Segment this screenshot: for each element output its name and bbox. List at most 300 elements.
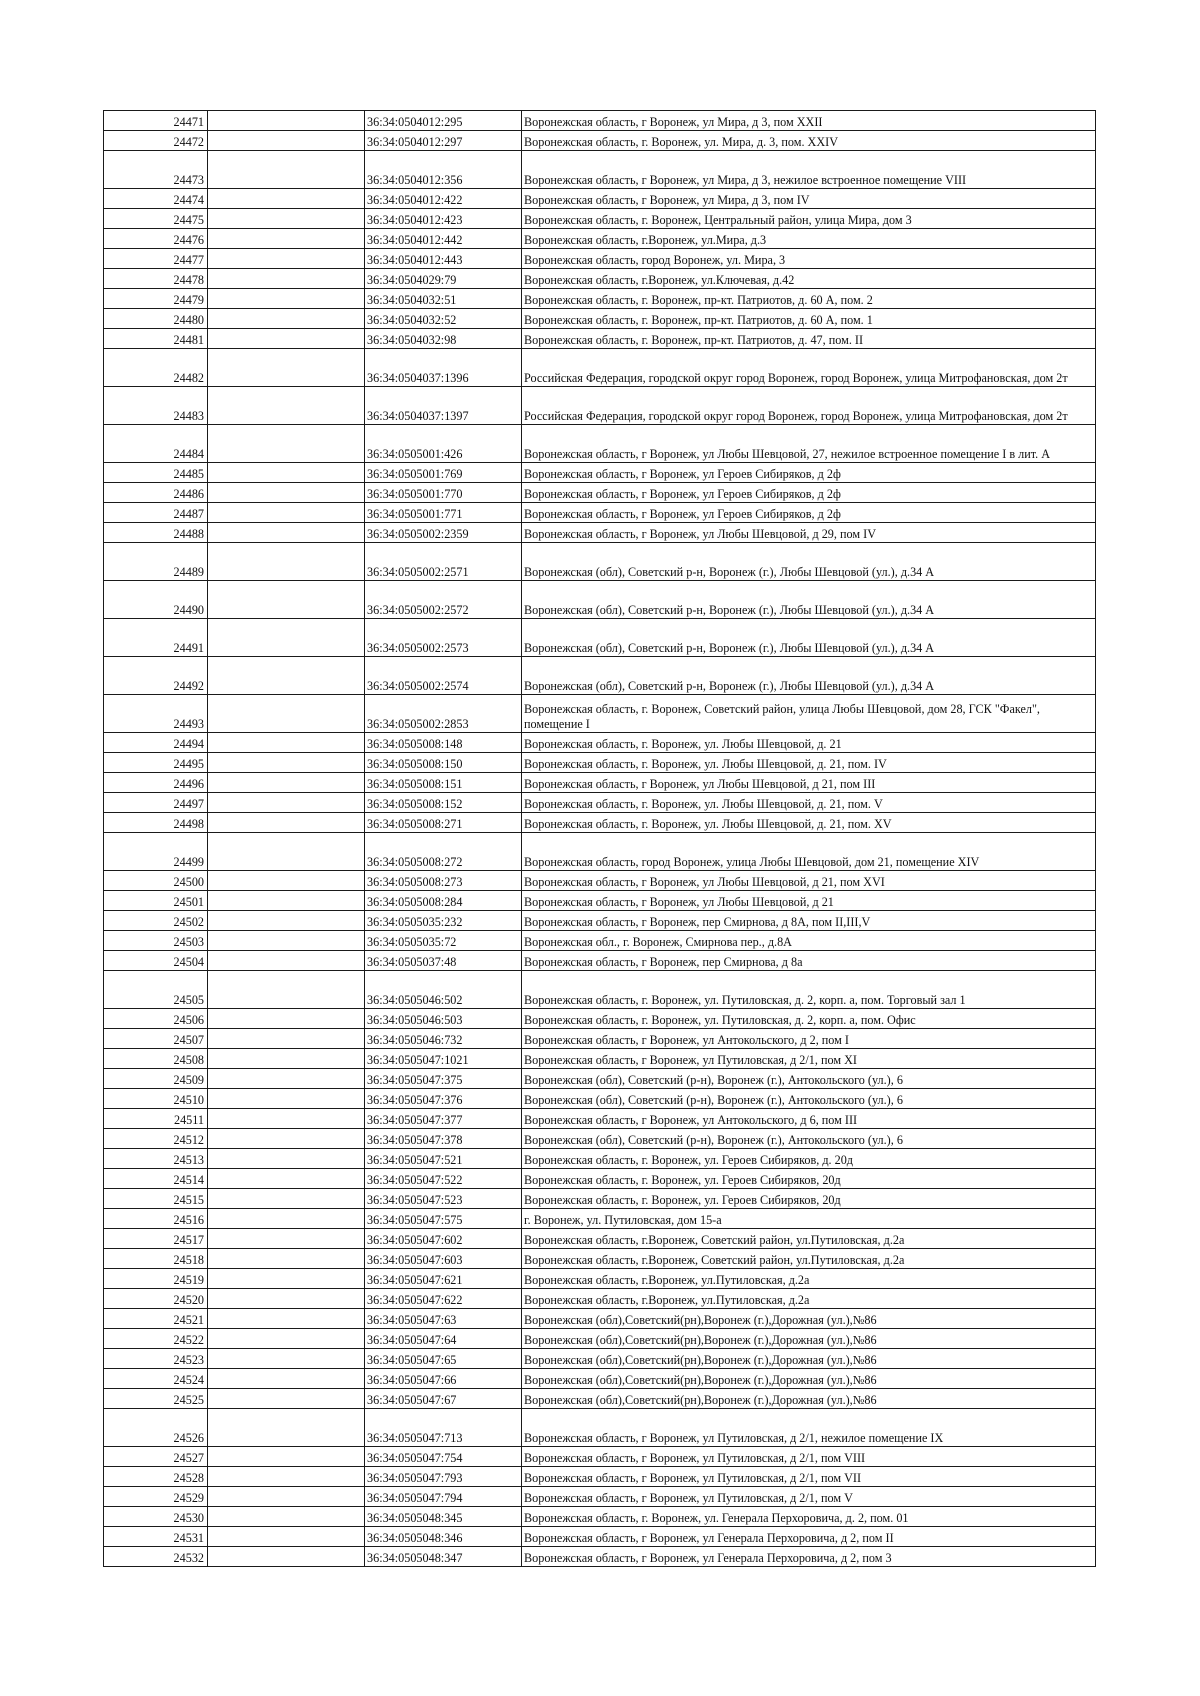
row-number-cell: 24505 xyxy=(104,971,208,1009)
address-cell: Воронежская область, г Воронеж, ул Мира, д 3, пом IV xyxy=(522,189,1096,209)
address-cell: Воронежская область, г Воронеж, ул Любы Шевцовой, д 29, пом IV xyxy=(522,523,1096,543)
empty-cell xyxy=(208,1049,365,1069)
cadastral-number-cell: 36:34:0505008:152 xyxy=(365,793,522,813)
table-row xyxy=(104,209,1096,229)
empty-cell xyxy=(208,289,365,309)
table-row xyxy=(104,1029,1096,1049)
row-number-cell: 24497 xyxy=(104,793,208,813)
row-number-cell: 24504 xyxy=(104,951,208,971)
cadastral-number-cell: 36:34:0505008:284 xyxy=(365,891,522,911)
address-cell: Воронежская область, г Воронеж, ул Мира, д 3, пом XXII xyxy=(522,111,1096,131)
table-row xyxy=(104,1009,1096,1029)
empty-cell xyxy=(208,971,365,1009)
table-row xyxy=(104,463,1096,483)
empty-cell xyxy=(208,387,365,425)
row-number-cell: 24509 xyxy=(104,1069,208,1089)
empty-cell xyxy=(208,1329,365,1349)
cadastral-number-cell: 36:34:0505047:621 xyxy=(365,1269,522,1289)
address-cell: Воронежская область, г Воронеж, ул Путиловская, д 2/1, пом V xyxy=(522,1487,1096,1507)
row-number-cell: 24522 xyxy=(104,1329,208,1349)
address-cell: Воронежская область, г Воронеж, ул Любы Шевцовой, д 21, пом XVI xyxy=(522,871,1096,891)
table-row xyxy=(104,581,1096,619)
table-row xyxy=(104,1409,1096,1447)
row-number-cell: 24523 xyxy=(104,1349,208,1369)
cadastral-number-cell: 36:34:0505047:67 xyxy=(365,1389,522,1409)
row-number-cell: 24477 xyxy=(104,249,208,269)
row-number-cell: 24529 xyxy=(104,1487,208,1507)
empty-cell xyxy=(208,1369,365,1389)
row-number-cell: 24486 xyxy=(104,483,208,503)
table-row xyxy=(104,871,1096,891)
address-cell: Воронежская (обл), Советский р-н, Воронеж (г.), Любы Шевцовой (ул.), д.34 А xyxy=(522,581,1096,619)
row-number-cell: 24492 xyxy=(104,657,208,695)
address-cell: Российская Федерация, городской округ город Воронеж, город Воронеж, улица Митрофановская, дом 2т xyxy=(522,349,1096,387)
table-row xyxy=(104,1447,1096,1467)
table-row xyxy=(104,773,1096,793)
cadastral-number-cell: 36:34:0504012:423 xyxy=(365,209,522,229)
row-number-cell: 24527 xyxy=(104,1447,208,1467)
cadastral-number-cell: 36:34:0504032:98 xyxy=(365,329,522,349)
row-number-cell: 24502 xyxy=(104,911,208,931)
row-number-cell: 24513 xyxy=(104,1149,208,1169)
row-number-cell: 24528 xyxy=(104,1467,208,1487)
row-number-cell: 24532 xyxy=(104,1547,208,1567)
table-row xyxy=(104,931,1096,951)
address-cell: Воронежская область, г Воронеж, пер Смирнова, д 8А, пом II,III,V xyxy=(522,911,1096,931)
empty-cell xyxy=(208,1189,365,1209)
row-number-cell: 24480 xyxy=(104,309,208,329)
table-row xyxy=(104,971,1096,1009)
address-cell: Воронежская область, г Воронеж, ул Любы Шевцовой, д 21, пом III xyxy=(522,773,1096,793)
empty-cell xyxy=(208,1409,365,1447)
cadastral-number-cell: 36:34:0505002:2574 xyxy=(365,657,522,695)
row-number-cell: 24521 xyxy=(104,1309,208,1329)
empty-cell xyxy=(208,1487,365,1507)
table-row xyxy=(104,1329,1096,1349)
table-row xyxy=(104,425,1096,463)
address-cell: Воронежская (обл),Советский(рн),Воронеж (г.),Дорожная (ул.),№86 xyxy=(522,1389,1096,1409)
cadastral-number-cell: 36:34:0505047:603 xyxy=(365,1249,522,1269)
table-row xyxy=(104,793,1096,813)
address-cell: Воронежская область, г. Воронеж, ул. Героев Сибиряков, 20д xyxy=(522,1169,1096,1189)
address-cell: Воронежская область, г Воронеж, ул Героев Сибиряков, д 2ф xyxy=(522,463,1096,483)
empty-cell xyxy=(208,503,365,523)
empty-cell xyxy=(208,151,365,189)
table-row xyxy=(104,1269,1096,1289)
cadastral-number-cell: 36:34:0505035:72 xyxy=(365,931,522,951)
empty-cell xyxy=(208,1169,365,1189)
empty-cell xyxy=(208,1129,365,1149)
table-row xyxy=(104,753,1096,773)
row-number-cell: 24494 xyxy=(104,733,208,753)
table-row xyxy=(104,619,1096,657)
cadastral-number-cell: 36:34:0505002:2572 xyxy=(365,581,522,619)
row-number-cell: 24475 xyxy=(104,209,208,229)
address-cell: Воронежская область, г. Воронеж, ул. Любы Шевцовой, д. 21 xyxy=(522,733,1096,753)
cadastral-number-cell: 36:34:0504037:1396 xyxy=(365,349,522,387)
table-row xyxy=(104,1369,1096,1389)
address-cell: Российская Федерация, городской округ город Воронеж, город Воронеж, улица Митрофановская, дом 2т xyxy=(522,387,1096,425)
empty-cell xyxy=(208,1547,365,1567)
address-cell: Воронежская область, г Воронеж, пер Смирнова, д 8а xyxy=(522,951,1096,971)
table-row xyxy=(104,1189,1096,1209)
table-row xyxy=(104,1069,1096,1089)
table-row xyxy=(104,269,1096,289)
row-number-cell: 24510 xyxy=(104,1089,208,1109)
table-row xyxy=(104,695,1096,733)
empty-cell xyxy=(208,349,365,387)
row-number-cell: 24524 xyxy=(104,1369,208,1389)
cadastral-number-cell: 36:34:0504012:442 xyxy=(365,229,522,249)
cadastral-number-cell: 36:34:0505048:346 xyxy=(365,1527,522,1547)
empty-cell xyxy=(208,425,365,463)
cadastral-number-cell: 36:34:0505037:48 xyxy=(365,951,522,971)
empty-cell xyxy=(208,111,365,131)
table-row xyxy=(104,1467,1096,1487)
table-row xyxy=(104,1507,1096,1527)
row-number-cell: 24493 xyxy=(104,695,208,733)
table-row xyxy=(104,387,1096,425)
cadastral-number-cell: 36:34:0505047:622 xyxy=(365,1289,522,1309)
address-cell: Воронежская область, г Воронеж, ул Путиловская, д 2/1, пом VII xyxy=(522,1467,1096,1487)
address-cell: Воронежская область, г Воронеж, ул Героев Сибиряков, д 2ф xyxy=(522,503,1096,523)
cadastral-number-cell: 36:34:0504012:356 xyxy=(365,151,522,189)
address-cell: Воронежская (обл),Советский(рн),Воронеж (г.),Дорожная (ул.),№86 xyxy=(522,1369,1096,1389)
empty-cell xyxy=(208,1009,365,1029)
table-row xyxy=(104,1089,1096,1109)
row-number-cell: 24485 xyxy=(104,463,208,483)
address-cell: Воронежская область, г Воронеж, ул Героев Сибиряков, д 2ф xyxy=(522,483,1096,503)
table-row xyxy=(104,911,1096,931)
cadastral-number-cell: 36:34:0504012:295 xyxy=(365,111,522,131)
table-row xyxy=(104,1547,1096,1567)
empty-cell xyxy=(208,269,365,289)
empty-cell xyxy=(208,1527,365,1547)
empty-cell xyxy=(208,1507,365,1527)
row-number-cell: 24517 xyxy=(104,1229,208,1249)
empty-cell xyxy=(208,891,365,911)
table-row xyxy=(104,1249,1096,1269)
row-number-cell: 24512 xyxy=(104,1129,208,1149)
address-cell: Воронежская (обл), Советский (р-н), Воронеж (г.), Антокольского (ул.), 6 xyxy=(522,1089,1096,1109)
address-cell: Воронежская область, г. Воронеж, ул. Любы Шевцовой, д. 21, пом. IV xyxy=(522,753,1096,773)
empty-cell xyxy=(208,309,365,329)
cadastral-number-cell: 36:34:0505047:378 xyxy=(365,1129,522,1149)
empty-cell xyxy=(208,911,365,931)
address-cell: Воронежская (обл),Советский(рн),Воронеж (г.),Дорожная (ул.),№86 xyxy=(522,1349,1096,1369)
row-number-cell: 24479 xyxy=(104,289,208,309)
row-number-cell: 24519 xyxy=(104,1269,208,1289)
address-cell: г. Воронеж, ул. Путиловская, дом 15-а xyxy=(522,1209,1096,1229)
empty-cell xyxy=(208,657,365,695)
cadastral-number-cell: 36:34:0505008:150 xyxy=(365,753,522,773)
empty-cell xyxy=(208,581,365,619)
row-number-cell: 24518 xyxy=(104,1249,208,1269)
cadastral-number-cell: 36:34:0504029:79 xyxy=(365,269,522,289)
row-number-cell: 24507 xyxy=(104,1029,208,1049)
empty-cell xyxy=(208,1149,365,1169)
cadastral-number-cell: 36:34:0505008:148 xyxy=(365,733,522,753)
cadastral-number-cell: 36:34:0505001:426 xyxy=(365,425,522,463)
empty-cell xyxy=(208,833,365,871)
cadastral-number-cell: 36:34:0504012:443 xyxy=(365,249,522,269)
table-row xyxy=(104,1049,1096,1069)
row-number-cell: 24499 xyxy=(104,833,208,871)
row-number-cell: 24516 xyxy=(104,1209,208,1229)
address-cell: Воронежская обл., г. Воронеж, Смирнова пер., д.8А xyxy=(522,931,1096,951)
cadastral-number-cell: 36:34:0505046:732 xyxy=(365,1029,522,1049)
address-cell: Воронежская область, г Воронеж, ул Любы Шевцовой, д 21 xyxy=(522,891,1096,911)
table-row xyxy=(104,1349,1096,1369)
cadastral-number-cell: 36:34:0505047:65 xyxy=(365,1349,522,1369)
empty-cell xyxy=(208,229,365,249)
empty-cell xyxy=(208,733,365,753)
address-cell: Воронежская область, г Воронеж, ул Путиловская, д 2/1, пом XI xyxy=(522,1049,1096,1069)
address-cell: Воронежская область, город Воронеж, ул. Мира, 3 xyxy=(522,249,1096,269)
table-row xyxy=(104,1209,1096,1229)
address-cell: Воронежская область, г. Воронеж, ул. Любы Шевцовой, д. 21, пом. XV xyxy=(522,813,1096,833)
empty-cell xyxy=(208,463,365,483)
address-cell: Воронежская область, г Воронеж, ул Любы Шевцовой, 27, нежилое встроенное помещение I в лит. А xyxy=(522,425,1096,463)
empty-cell xyxy=(208,1309,365,1329)
table-row xyxy=(104,813,1096,833)
address-cell: Воронежская (обл),Советский(рн),Воронеж (г.),Дорожная (ул.),№86 xyxy=(522,1329,1096,1349)
empty-cell xyxy=(208,793,365,813)
row-number-cell: 24472 xyxy=(104,131,208,151)
address-cell: Воронежская область, г. Воронеж, ул. Путиловская, д. 2, корп. а, пом. Офис xyxy=(522,1009,1096,1029)
table-row xyxy=(104,1129,1096,1149)
table-row xyxy=(104,1389,1096,1409)
address-cell: Воронежская область, г. Воронеж, пр-кт. Патриотов, д. 60 А, пом. 2 xyxy=(522,289,1096,309)
table-row xyxy=(104,151,1096,189)
table-row xyxy=(104,833,1096,871)
table-row xyxy=(104,1487,1096,1507)
row-number-cell: 24484 xyxy=(104,425,208,463)
table-row xyxy=(104,891,1096,911)
cadastral-number-cell: 36:34:0505008:272 xyxy=(365,833,522,871)
row-number-cell: 24501 xyxy=(104,891,208,911)
table-row xyxy=(104,523,1096,543)
address-cell: Воронежская область, г Воронеж, ул Мира, д 3, нежилое встроенное помещение VIII xyxy=(522,151,1096,189)
address-cell: Воронежская (обл), Советский (р-н), Воронеж (г.), Антокольского (ул.), 6 xyxy=(522,1069,1096,1089)
cadastral-number-cell: 36:34:0505048:347 xyxy=(365,1547,522,1567)
address-cell: Воронежская область, г. Воронеж, Советский район, улица Любы Шевцовой, дом 28, ГСК "Факел", помещение I xyxy=(522,695,1096,733)
table-row xyxy=(104,503,1096,523)
row-number-cell: 24476 xyxy=(104,229,208,249)
empty-cell xyxy=(208,543,365,581)
address-cell: Воронежская область, г. Воронеж, Центральный район, улица Мира, дом 3 xyxy=(522,209,1096,229)
cadastral-number-cell: 36:34:0505002:2359 xyxy=(365,523,522,543)
empty-cell xyxy=(208,131,365,151)
row-number-cell: 24487 xyxy=(104,503,208,523)
address-cell: Воронежская область, г.Воронеж, ул.Ключевая, д.42 xyxy=(522,269,1096,289)
table-row xyxy=(104,189,1096,209)
cadastral-number-cell: 36:34:0505047:575 xyxy=(365,1209,522,1229)
table-row xyxy=(104,1109,1096,1129)
address-cell: Воронежская область, г. Воронеж, ул. Героев Сибиряков, 20д xyxy=(522,1189,1096,1209)
address-cell: Воронежская (обл),Советский(рн),Воронеж (г.),Дорожная (ул.),№86 xyxy=(522,1309,1096,1329)
empty-cell xyxy=(208,695,365,733)
row-number-cell: 24531 xyxy=(104,1527,208,1547)
row-number-cell: 24481 xyxy=(104,329,208,349)
row-number-cell: 24500 xyxy=(104,871,208,891)
cadastral-number-cell: 36:34:0505002:2853 xyxy=(365,695,522,733)
empty-cell xyxy=(208,1269,365,1289)
row-number-cell: 24478 xyxy=(104,269,208,289)
row-number-cell: 24495 xyxy=(104,753,208,773)
address-cell: Воронежская область, г.Воронеж, Советский район, ул.Путиловская, д.2а xyxy=(522,1249,1096,1269)
cadastral-number-cell: 36:34:0505008:271 xyxy=(365,813,522,833)
empty-cell xyxy=(208,1389,365,1409)
table-row xyxy=(104,229,1096,249)
table-row xyxy=(104,131,1096,151)
empty-cell xyxy=(208,1447,365,1467)
table-row xyxy=(104,733,1096,753)
empty-cell xyxy=(208,1109,365,1129)
empty-cell xyxy=(208,1289,365,1309)
table-row xyxy=(104,1527,1096,1547)
address-cell: Воронежская область, г. Воронеж, пр-кт. Патриотов, д. 60 А, пом. 1 xyxy=(522,309,1096,329)
empty-cell xyxy=(208,1229,365,1249)
cadastral-number-cell: 36:34:0505047:64 xyxy=(365,1329,522,1349)
address-cell: Воронежская область, г Воронеж, ул Путиловская, д 2/1, пом VIII xyxy=(522,1447,1096,1467)
table-row xyxy=(104,657,1096,695)
address-cell: Воронежская область, г.Воронеж, ул.Мира, д.3 xyxy=(522,229,1096,249)
empty-cell xyxy=(208,483,365,503)
empty-cell xyxy=(208,931,365,951)
cadastral-number-cell: 36:34:0504012:422 xyxy=(365,189,522,209)
address-cell: Воронежская область, г. Воронеж, ул. Героев Сибиряков, д. 20д xyxy=(522,1149,1096,1169)
empty-cell xyxy=(208,1029,365,1049)
cadastral-number-cell: 36:34:0505047:713 xyxy=(365,1409,522,1447)
row-number-cell: 24490 xyxy=(104,581,208,619)
cadastral-number-cell: 36:34:0505047:793 xyxy=(365,1467,522,1487)
address-cell: Воронежская область, г. Воронеж, ул. Путиловская, д. 2, корп. а, пом. Торговый зал 1 xyxy=(522,971,1096,1009)
cadastral-number-cell: 36:34:0505047:1021 xyxy=(365,1049,522,1069)
address-cell: Воронежская область, г Воронеж, ул Антокольского, д 6, пом III xyxy=(522,1109,1096,1129)
row-number-cell: 24488 xyxy=(104,523,208,543)
address-cell: Воронежская (обл), Советский р-н, Воронеж (г.), Любы Шевцовой (ул.), д.34 А xyxy=(522,657,1096,695)
empty-cell xyxy=(208,1089,365,1109)
cadastral-number-cell: 36:34:0504032:52 xyxy=(365,309,522,329)
empty-cell xyxy=(208,773,365,793)
cadastral-number-cell: 36:34:0505035:232 xyxy=(365,911,522,931)
row-number-cell: 24473 xyxy=(104,151,208,189)
empty-cell xyxy=(208,523,365,543)
row-number-cell: 24471 xyxy=(104,111,208,131)
row-number-cell: 24498 xyxy=(104,813,208,833)
cadastral-number-cell: 36:34:0504037:1397 xyxy=(365,387,522,425)
address-cell: Воронежская область, г Воронеж, ул Генерала Перхоровича, д 2, пом 3 xyxy=(522,1547,1096,1567)
cadastral-number-cell: 36:34:0505002:2573 xyxy=(365,619,522,657)
row-number-cell: 24511 xyxy=(104,1109,208,1129)
row-number-cell: 24530 xyxy=(104,1507,208,1527)
cadastral-number-cell: 36:34:0505047:376 xyxy=(365,1089,522,1109)
table-row xyxy=(104,111,1096,131)
cadastral-number-cell: 36:34:0505047:66 xyxy=(365,1369,522,1389)
empty-cell xyxy=(208,1467,365,1487)
address-cell: Воронежская область, г Воронеж, ул Генерала Перхоровича, д 2, пом II xyxy=(522,1527,1096,1547)
cadastral-number-cell: 36:34:0505001:769 xyxy=(365,463,522,483)
cadastral-number-cell: 36:34:0505047:522 xyxy=(365,1169,522,1189)
cadastral-number-cell: 36:34:0505046:503 xyxy=(365,1009,522,1029)
empty-cell xyxy=(208,249,365,269)
table-row xyxy=(104,951,1096,971)
table-row xyxy=(104,543,1096,581)
empty-cell xyxy=(208,753,365,773)
cadastral-number-cell: 36:34:0505047:375 xyxy=(365,1069,522,1089)
row-number-cell: 24526 xyxy=(104,1409,208,1447)
row-number-cell: 24474 xyxy=(104,189,208,209)
table-row xyxy=(104,1289,1096,1309)
empty-cell xyxy=(208,189,365,209)
empty-cell xyxy=(208,209,365,229)
address-cell: Воронежская (обл), Советский (р-н), Воронеж (г.), Антокольского (ул.), 6 xyxy=(522,1129,1096,1149)
empty-cell xyxy=(208,813,365,833)
address-cell: Воронежская область, г. Воронеж, ул. Генерала Перхоровича, д. 2, пом. 01 xyxy=(522,1507,1096,1527)
address-cell: Воронежская область, г.Воронеж, Советский район, ул.Путиловская, д.2а xyxy=(522,1229,1096,1249)
row-number-cell: 24525 xyxy=(104,1389,208,1409)
cadastral-number-cell: 36:34:0505047:521 xyxy=(365,1149,522,1169)
row-number-cell: 24506 xyxy=(104,1009,208,1029)
empty-cell xyxy=(208,951,365,971)
address-cell: Воронежская (обл), Советский р-н, Воронеж (г.), Любы Шевцовой (ул.), д.34 А xyxy=(522,543,1096,581)
cadastral-number-cell: 36:34:0504012:297 xyxy=(365,131,522,151)
cadastral-number-cell: 36:34:0505048:345 xyxy=(365,1507,522,1527)
row-number-cell: 24496 xyxy=(104,773,208,793)
row-number-cell: 24483 xyxy=(104,387,208,425)
table-row xyxy=(104,1229,1096,1249)
table-row xyxy=(104,249,1096,269)
empty-cell xyxy=(208,329,365,349)
cadastral-number-cell: 36:34:0505047:794 xyxy=(365,1487,522,1507)
row-number-cell: 24503 xyxy=(104,931,208,951)
address-cell: Воронежская область, г.Воронеж, ул.Путиловская, д.2а xyxy=(522,1269,1096,1289)
empty-cell xyxy=(208,1069,365,1089)
table-row xyxy=(104,309,1096,329)
address-cell: Воронежская область, г. Воронеж, пр-кт. Патриотов, д. 47, пом. II xyxy=(522,329,1096,349)
table-row xyxy=(104,1309,1096,1329)
table-row xyxy=(104,1169,1096,1189)
empty-cell xyxy=(208,1349,365,1369)
registry-table-body xyxy=(104,111,1096,1567)
cadastral-number-cell: 36:34:0505002:2571 xyxy=(365,543,522,581)
address-cell: Воронежская (обл), Советский р-н, Воронеж (г.), Любы Шевцовой (ул.), д.34 А xyxy=(522,619,1096,657)
table-row xyxy=(104,483,1096,503)
address-cell: Воронежская область, г. Воронеж, ул. Любы Шевцовой, д. 21, пом. V xyxy=(522,793,1096,813)
empty-cell xyxy=(208,871,365,891)
cadastral-number-cell: 36:34:0505008:273 xyxy=(365,871,522,891)
address-cell: Воронежская область, г. Воронеж, ул. Мира, д. 3, пом. XXIV xyxy=(522,131,1096,151)
table-row xyxy=(104,349,1096,387)
cadastral-number-cell: 36:34:0505008:151 xyxy=(365,773,522,793)
cadastral-number-cell: 36:34:0505001:770 xyxy=(365,483,522,503)
table-row xyxy=(104,289,1096,309)
address-cell: Воронежская область, г.Воронеж, ул.Путиловская, д.2а xyxy=(522,1289,1096,1309)
cadastral-number-cell: 36:34:0505047:523 xyxy=(365,1189,522,1209)
cadastral-number-cell: 36:34:0505046:502 xyxy=(365,971,522,1009)
cadastral-number-cell: 36:34:0505047:754 xyxy=(365,1447,522,1467)
registry-table xyxy=(103,110,1096,1567)
cadastral-number-cell: 36:34:0505047:63 xyxy=(365,1309,522,1329)
address-cell: Воронежская область, город Воронеж, улица Любы Шевцовой, дом 21, помещение XIV xyxy=(522,833,1096,871)
cadastral-number-cell: 36:34:0505047:602 xyxy=(365,1229,522,1249)
address-cell: Воронежская область, г Воронеж, ул Антокольского, д 2, пом I xyxy=(522,1029,1096,1049)
row-number-cell: 24491 xyxy=(104,619,208,657)
empty-cell xyxy=(208,619,365,657)
row-number-cell: 24515 xyxy=(104,1189,208,1209)
table-row xyxy=(104,1149,1096,1169)
